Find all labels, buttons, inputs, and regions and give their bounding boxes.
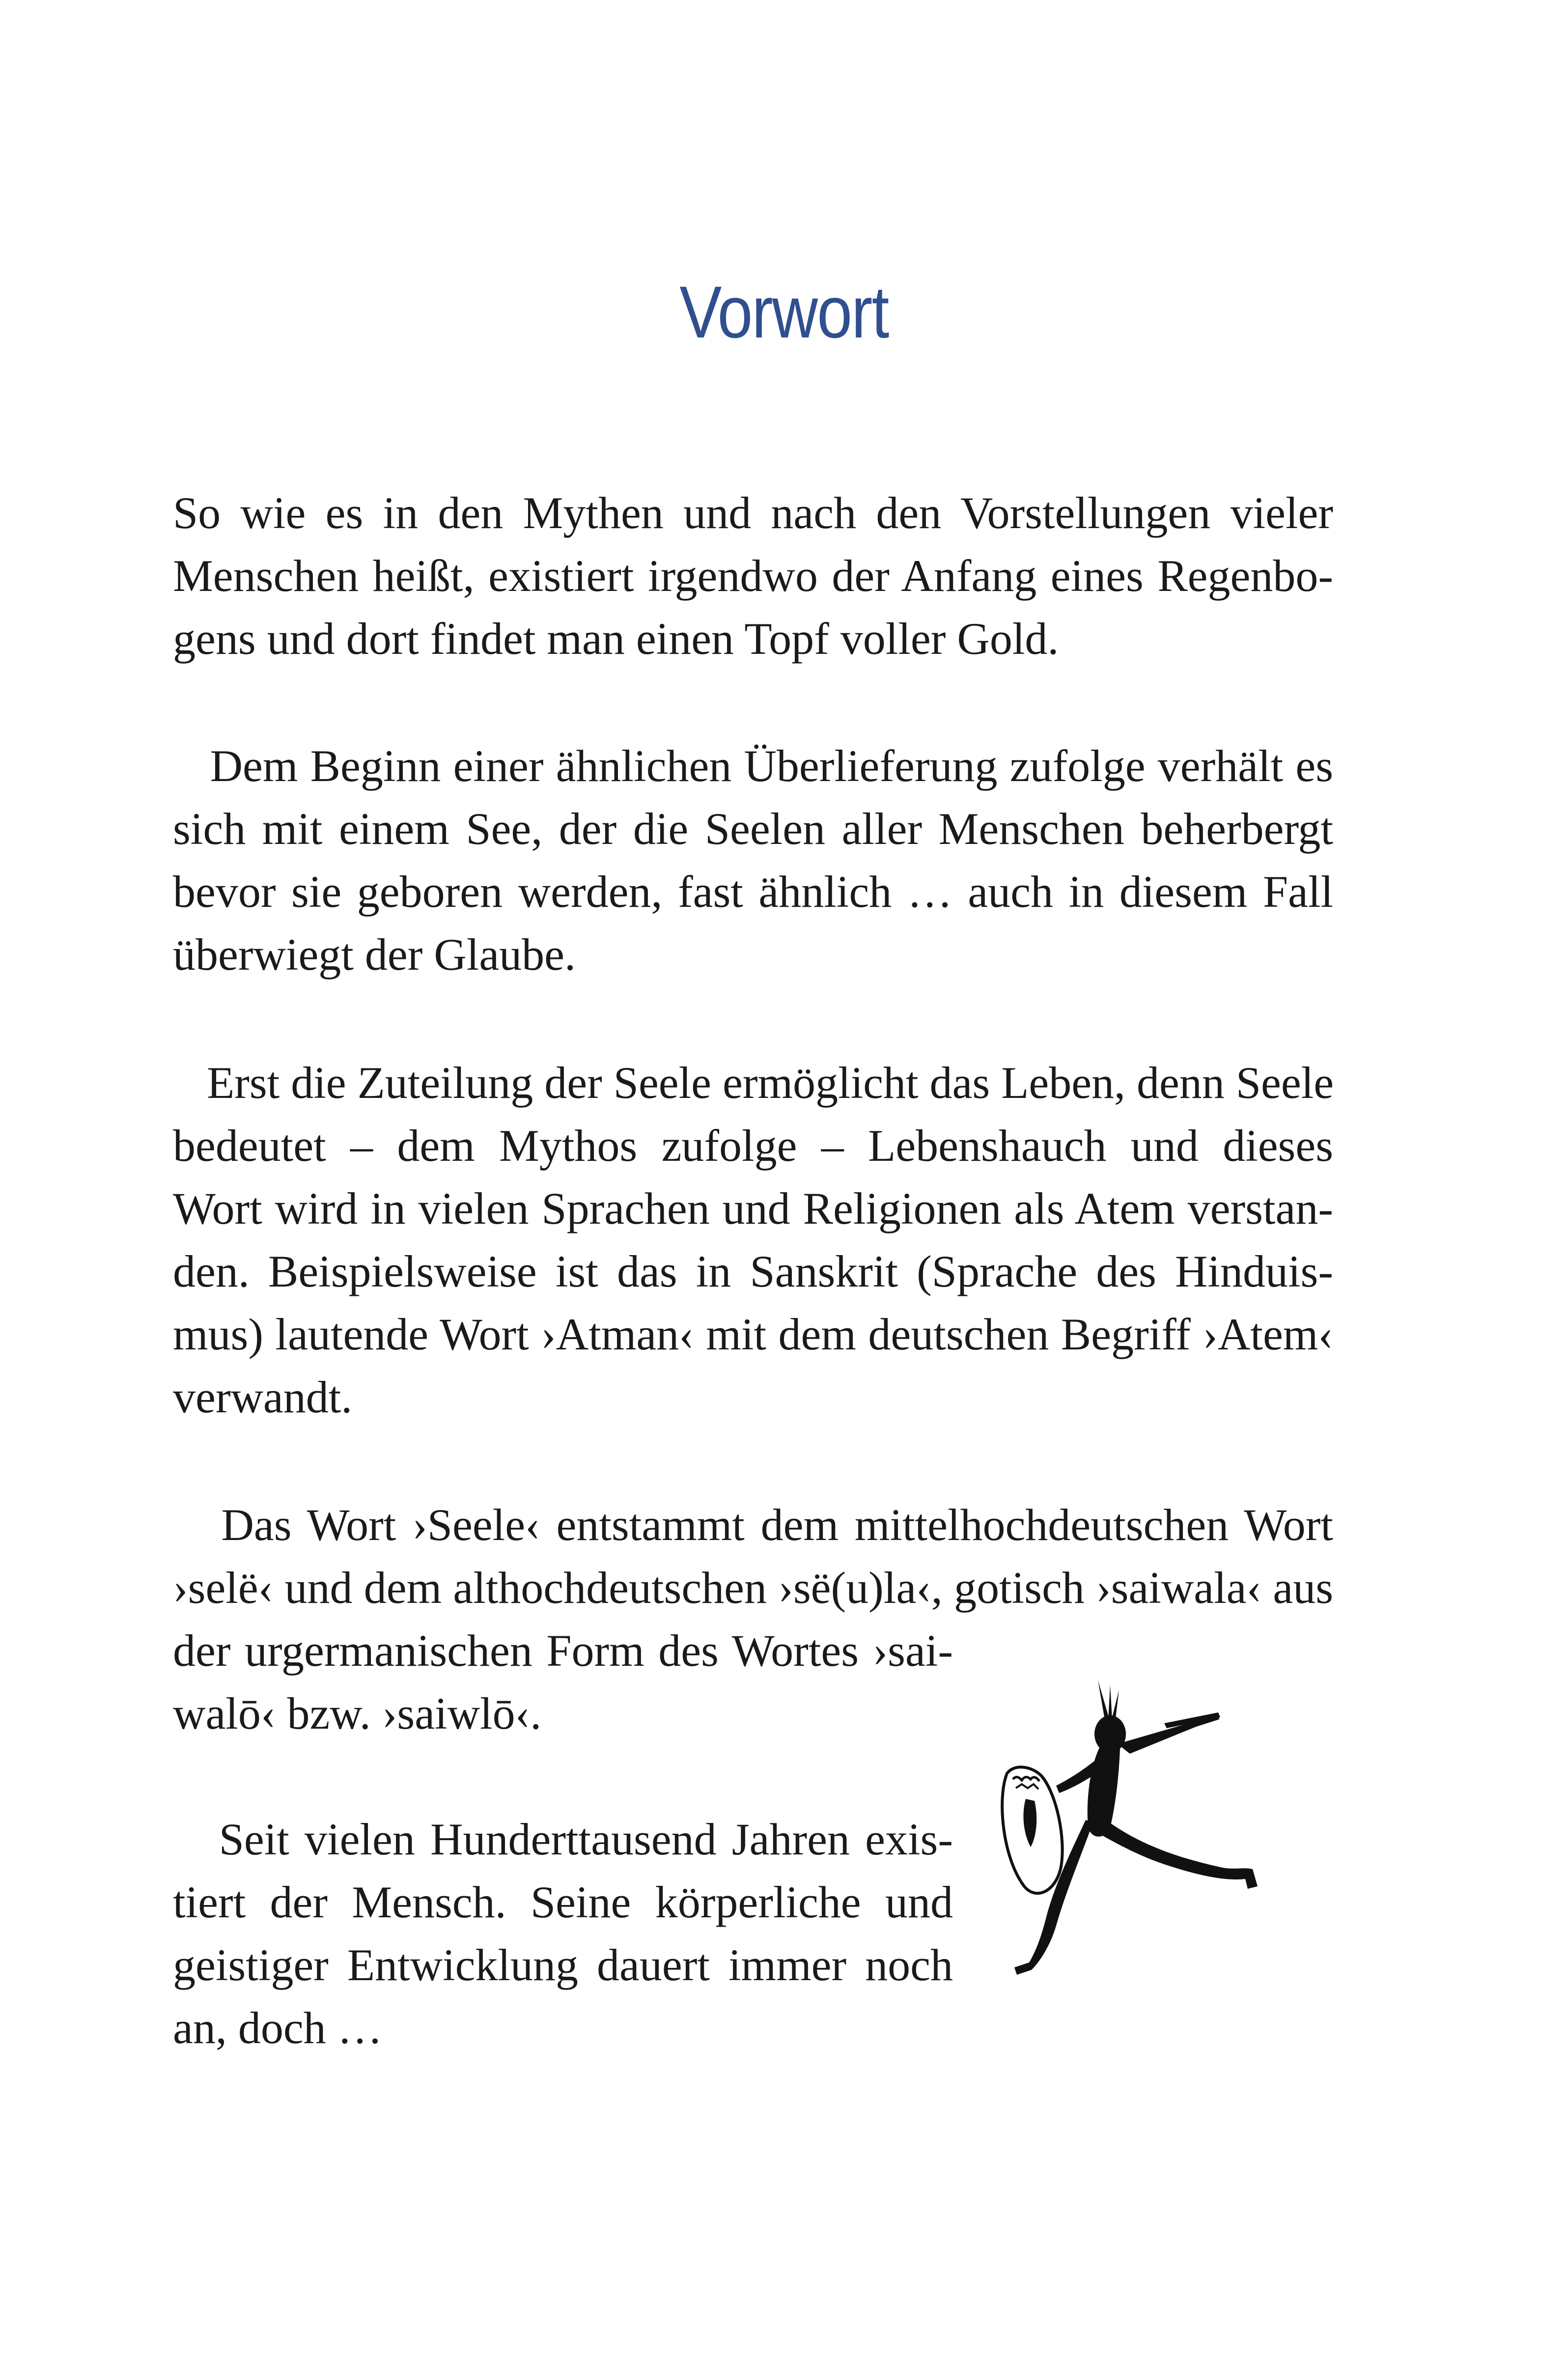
text-line: So wie es in den Mythen und nach den Vorstellungen vieler: [173, 488, 1333, 538]
paragraph-2: [173, 734, 1333, 986]
text-line: Erst die Zuteilung der Seele ermöglicht das Leben, denn Seele: [173, 1058, 1334, 1108]
text-line: tiert der Mensch. Seine körperliche und: [173, 1877, 953, 1927]
text-line: überwiegt der Glaube.: [173, 929, 576, 980]
text-line: Seit vielen Hunderttausend Jahren exis-: [173, 1814, 953, 1864]
text-line: an, doch …: [173, 2003, 383, 2053]
text-line: ›selë‹ und dem althochdeutschen ›së(u)la‹, gotisch ›saiwala‹ aus: [173, 1563, 1333, 1613]
text-line: sich mit einem See, der die Seelen aller Menschen beherbergt: [173, 804, 1333, 854]
text-line: der urgermanischen Form des Wortes ›sai-: [173, 1625, 953, 1676]
paragraph-1: [173, 481, 1333, 670]
text-line: Wort wird in vielen Sprachen und Religionen als Atem verstan-: [173, 1183, 1333, 1233]
text-line: Dem Beginn einer ähnlichen Überlieferung zufolge verhält es: [173, 741, 1333, 791]
text-line: verwandt.: [173, 1372, 353, 1422]
page-title: Vorwort: [679, 271, 889, 353]
text-line: Menschen heißt, existiert irgendwo der Anfang eines Regenbo-: [173, 551, 1333, 601]
text-line: walō‹ bzw. ›saiwlō‹.: [173, 1688, 542, 1738]
text-line: Das Wort ›Seele‹ entstammt dem mittelhochdeutschen Wort: [173, 1500, 1333, 1550]
text-line: den. Beispielsweise ist das in Sanskrit (Sprache des Hinduis-: [173, 1246, 1333, 1296]
text-line: bevor sie geboren werden, fast ähnlich … auch in diesem Fall: [173, 867, 1333, 917]
text-line: bedeutet – dem Mythos zufolge – Lebenshauch und dieses: [173, 1121, 1333, 1171]
text-line: mus) lautende Wort ›Atman‹ mit dem deutschen Begriff ›Atem‹: [173, 1309, 1333, 1359]
shield-icon: [1002, 1767, 1062, 1893]
paragraph-3: [173, 1051, 1333, 1429]
rock-art-warrior-icon: [987, 1670, 1341, 2024]
text-line: geistiger Entwicklung dauert immer noch: [173, 1940, 953, 1990]
text-line: gens und dort findet man einen Topf voller Gold.: [173, 614, 1059, 664]
paragraph-5: [173, 1808, 953, 2059]
